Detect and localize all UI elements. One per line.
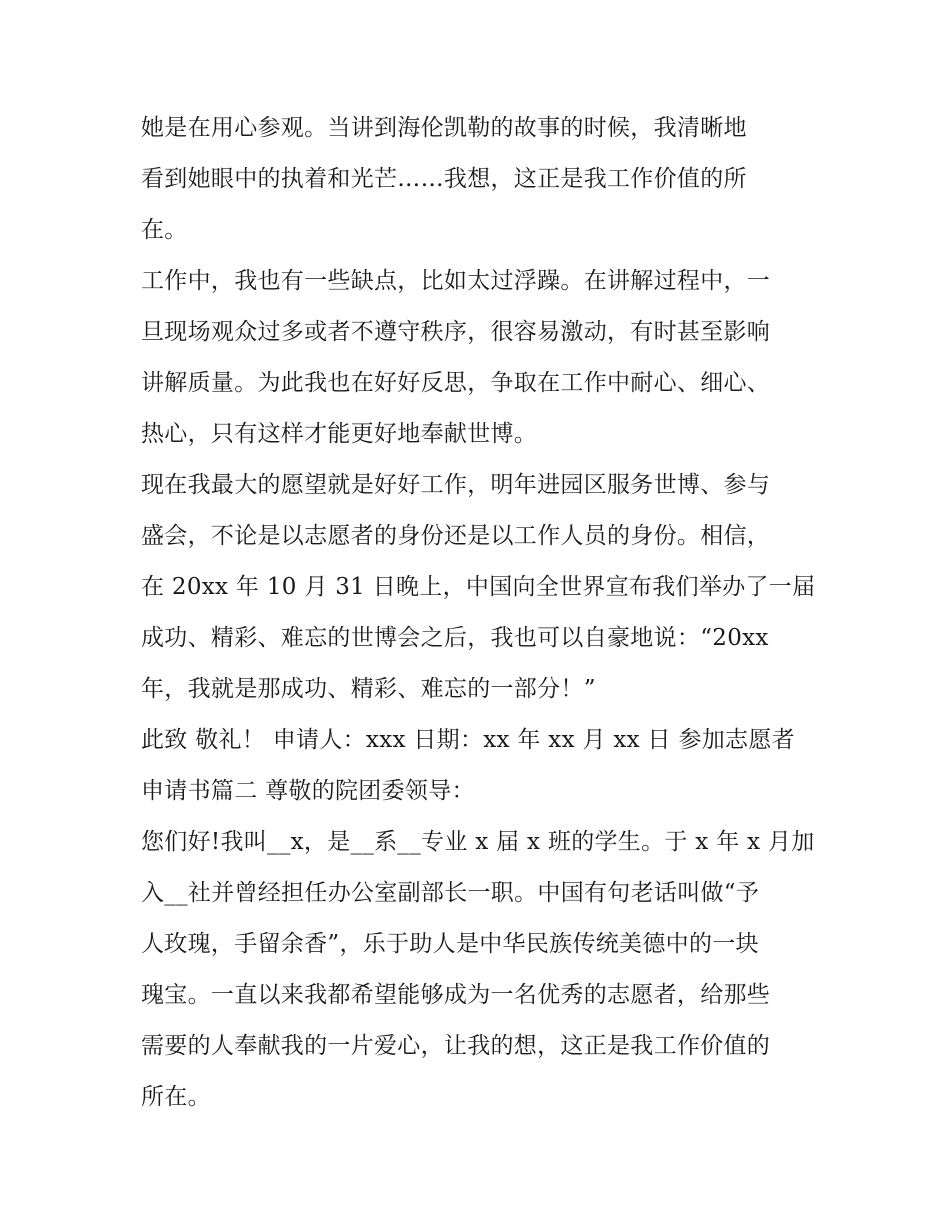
text-line: 瑰宝。一直以来我都希望能够成为一名优秀的志愿者，给那些 [141, 982, 771, 1008]
text-line: 您们好!我叫__x，是__系__专业 x 届 x 班的学生。于 x 年 x 月加 [141, 829, 815, 855]
text-line: 在 20xx 年 10 月 31 日晚上，中国向全世界宣布我们举办了一届 [141, 574, 816, 600]
text-line: 盛会，不论是以志愿者的身份还是以工作人员的身份。相信， [141, 523, 771, 549]
text-line: 此致 敬礼！ 申请人：xxx 日期：xx 年 xx 月 xx 日 参加志愿者 [141, 727, 795, 753]
text-line: 在。 [141, 217, 188, 243]
text-line: 旦现场观众过多或者不遵守秩序，很容易激动，有时甚至影响 [141, 319, 771, 345]
text-line: 讲解质量。为此我也在好好反思，争取在工作中耐心、细心、 [141, 370, 771, 396]
text-line: 申请书篇二 尊敬的院团委领导： [141, 778, 475, 804]
text-line: 需要的人奉献我的一片爱心，让我的想，这正是我工作价值的 [141, 1033, 771, 1059]
text-line: 工作中，我也有一些缺点，比如太过浮躁。在讲解过程中，一 [141, 268, 771, 294]
text-line: 年，我就是那成功、精彩、难忘的一部分！” [141, 676, 596, 702]
document-body [141, 103, 816, 1123]
text-line: 人玫瑰，手留余香”，乐于助人是中华民族传统美德中的一块 [141, 931, 759, 957]
text-line: 热心，只有这样才能更好地奉献世博。 [141, 421, 538, 447]
text-line: 入__社并曾经担任办公室副部长一职。中国有句老话叫做“予 [141, 880, 760, 906]
text-line: 她是在用心参观。当讲到海伦凯勒的故事的时候，我清晰地 [141, 115, 747, 141]
text-line: 现在我最大的愿望就是好好工作，明年进园区服务世博、参与 [141, 472, 771, 498]
text-line: 所在。 [141, 1084, 211, 1110]
text-line: 看到她眼中的执着和光芒……我想，这正是我工作价值的所 [141, 166, 747, 192]
text-line: 成功、精彩、难忘的世博会之后，我也可以自豪地说：“20xx [141, 625, 769, 651]
